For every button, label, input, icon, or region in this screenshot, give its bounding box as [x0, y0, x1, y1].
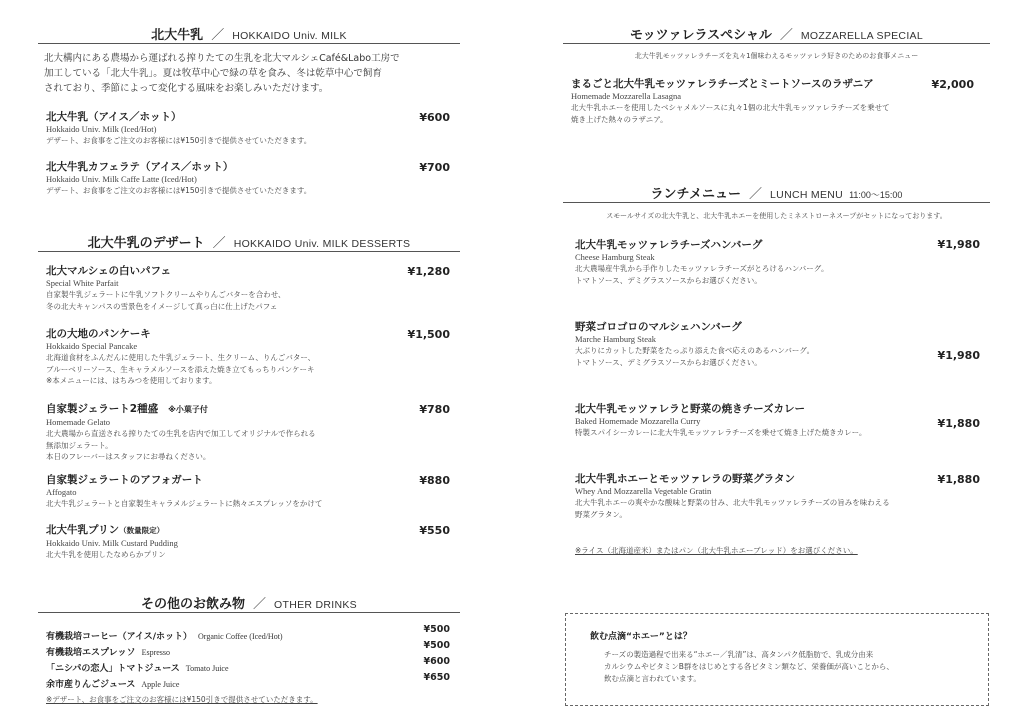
item-description: デザート、お食事をご注文のお客様には¥150引きで提供させていただきます。: [46, 186, 312, 195]
item-description: トマトソース、デミグラスソースからお選びください。: [575, 357, 762, 367]
drink-name-en: Apple Juice: [141, 680, 180, 689]
item-price: ¥700: [419, 161, 450, 174]
title-separator: ／: [749, 187, 763, 202]
drink-name-en: Espresso: [141, 648, 171, 657]
item-name: 北大牛乳カフェラテ（アイス／ホット）: [46, 161, 234, 173]
drink-price: ¥500: [423, 640, 450, 651]
item-description: 無添加ジェラート。: [46, 440, 113, 450]
whey-info-line: 飲む点滴と言われています。: [604, 674, 701, 683]
lunch-section-title-en: LUNCH MENU: [770, 189, 844, 201]
milk-intro: [44, 51, 458, 96]
drink-row-apple-juice: [46, 672, 450, 688]
drinks-footnote: ※デザート、お食事をご注文のお客様には¥150引きで提供させていただきます。: [46, 695, 318, 704]
milk-section-header: [38, 24, 460, 44]
menu-item-lasagna: [571, 77, 890, 125]
drink-name: 余市産りんごジュース: [46, 680, 136, 690]
item-name-en: Special White Parfait: [46, 278, 119, 288]
milk-intro-line: されており、季節によって変化する風味をお楽しみいただけます。: [44, 83, 329, 94]
item-name: [46, 523, 178, 538]
item-name-en: Hokkaido Special Pancake: [46, 341, 138, 351]
item-price: ¥1,500: [407, 328, 450, 341]
menu-item-gelato: [46, 402, 316, 463]
item-name: 北大牛乳モッツァレラと野菜の焼きチーズカレー: [575, 403, 806, 415]
item-name-en: Hokkaido Univ. Milk (Iced/Hot): [46, 124, 157, 134]
mozzarella-section-title-jp: モッツァレラスペシャル: [630, 28, 772, 43]
drink-name: 有機栽培コーヒー（アイス/ホット）: [46, 632, 193, 642]
drink-name-en: Organic Coffee (Iced/Hot): [198, 632, 283, 641]
item-note: （数量限定）: [119, 526, 165, 535]
item-name: 野菜ゴロゴロのマルシェハンバーグ: [575, 321, 742, 333]
drink-price: ¥650: [423, 672, 450, 683]
item-description: 北海道食材をふんだんに使用した牛乳ジェラート、生クリーム、りんごバター、: [46, 353, 316, 362]
item-description: トマトソース、デミグラスソースからお選びください。: [575, 275, 762, 285]
whey-info-box: [565, 613, 989, 706]
item-price: ¥1,280: [407, 265, 450, 278]
menu-item-affogato: [46, 473, 322, 510]
item-description: 自家製牛乳ジェラートに牛乳ソフトクリームやりんごバターを合わせ、: [46, 290, 286, 299]
lunch-section-title-jp: ランチメニュー: [650, 187, 742, 202]
item-name-en: Marche Hamburg Steak: [575, 334, 657, 344]
menu-item-cheese-hamburg: [575, 238, 829, 286]
item-name: 自家製ジェラートのアフォガート: [46, 474, 203, 486]
item-description: 北大牛乳ホエーの爽やかな酸味と野菜の甘み、北大牛乳モッツァレラチーズの旨みを味わえる: [575, 498, 890, 507]
lunch-section-header: [563, 183, 990, 203]
item-price: ¥1,880: [937, 417, 980, 430]
item-price: ¥780: [419, 403, 450, 416]
item-price: ¥1,980: [937, 238, 980, 251]
drink-row-espresso: [46, 640, 450, 656]
item-name-en: Homemade Gelato: [46, 417, 110, 427]
item-price: ¥1,980: [937, 349, 980, 362]
menu-item-marche-hamburg: [575, 320, 814, 368]
item-description: 特製スパイシーカレーに北大牛乳モッツァレラチーズを乗せて焼き上げた焼きカレー。: [575, 428, 867, 437]
item-description: ブルーベリーソース、生キャラメルソースを添えた焼き立てもっちりパンケーキ: [46, 364, 315, 374]
drink-name-en: Tomato Juice: [185, 664, 229, 673]
item-name-en: Baked Homemade Mozzarella Curry: [575, 416, 701, 426]
item-description: 冬の北大キャンパスの雪景色をイメージして真っ白に仕上げたパフェ: [46, 301, 278, 311]
milk-intro-line: 北大構内にある農場から運ばれる搾りたての生乳を北大マルシェCafé&Labo工房で: [44, 53, 400, 64]
drinks-section-title-en: OTHER DRINKS: [274, 599, 357, 611]
drink-price: ¥600: [423, 656, 450, 667]
menu-item-white-parfait: [46, 264, 285, 312]
mozzarella-section-header: [563, 24, 990, 44]
item-name: 北の大地のパンケーキ: [46, 328, 151, 340]
desserts-section-title-jp: 北大牛乳のデザート: [87, 236, 205, 251]
title-separator: ／: [212, 236, 226, 251]
lunch-hours: 11:00～15:00: [849, 190, 903, 200]
menu-item-cheese-curry: [575, 402, 866, 439]
item-price: ¥550: [419, 524, 450, 537]
item-name-en: Homemade Mozzarella Lasagna: [571, 91, 681, 101]
lunch-subtitle: スモールサイズの北大牛乳と、北大牛乳ホエーを使用したミネストローネスープがセットになっております。: [606, 212, 947, 220]
title-separator: ／: [211, 28, 225, 43]
drink-price: ¥500: [423, 624, 450, 635]
desserts-section-header: [38, 232, 460, 252]
mozzarella-subtitle: 北大牛乳モッツァレラチーズを丸々1個味わえるモッツァレラ好きのためのお食事メニュー: [634, 52, 919, 60]
item-description: 北大農場から直送される搾りたての生乳を店内で加工してオリジナルで作られる: [46, 429, 316, 438]
drink-name: 有機栽培エスプレッソ: [46, 648, 136, 658]
item-description: 焼き上げた熱々のラザニア。: [571, 114, 668, 124]
item-price: ¥1,880: [937, 473, 980, 486]
item-name: 北大マルシェの白いパフェ: [46, 265, 172, 277]
item-price: ¥2,000: [931, 78, 974, 91]
item-description: 大ぶりにカットした野菜をたっぷり添えた食べ応えのあるハンバーグ。: [575, 346, 815, 355]
drink-name: 「ニシパの恋人」トマトジュース: [46, 664, 180, 674]
item-name-en: Hokkaido Univ. Milk Caffe Latte (Iced/Hot): [46, 174, 197, 184]
whey-info-title: 飲む点滴“ホエー”とは？: [590, 632, 692, 642]
menu-item-vegetable-gratin: [575, 472, 890, 520]
item-price: ¥600: [419, 111, 450, 124]
milk-intro-line: 加工している「北大牛乳」。夏は牧草中心で緑の草を食み、冬は乾草中心で飼育: [44, 68, 382, 79]
item-note: ※小菓子付: [168, 405, 208, 414]
item-description: 北大牛乳ホエーを使用したベシャメルソースに丸々1個の北大牛乳モッツァレラチーズを乗せて: [571, 103, 890, 112]
item-name-text: 自家製ジェラート2種盛: [46, 403, 159, 415]
item-name: 北大牛乳モッツァレラチーズハンバーグ: [575, 239, 763, 251]
milk-section-title-en: HOKKAIDO Univ. MILK: [232, 30, 347, 42]
drinks-section-header: [38, 593, 460, 613]
item-description: 北大牛乳を使用したなめらかプリン: [46, 550, 166, 559]
whey-info-body: [604, 649, 894, 685]
item-name-en: Whey And Mozzarella Vegetable Gratin: [575, 486, 712, 496]
desserts-section-title-en: HOKKAIDO Univ. MILK DESSERTS: [233, 238, 411, 250]
whey-info-line: チーズの製造過程で出来る“ホエー／乳清”は、高タンパク低脂肪で、乳成分由来: [604, 650, 874, 659]
item-name: まるごと北大牛乳モッツァレラチーズとミートソースのラザニア: [571, 78, 874, 90]
item-description: ※本メニューには、はちみつを使用しております。: [46, 376, 217, 385]
item-name-en: Affogato: [46, 487, 77, 497]
whey-info-line: カルシウムやビタミンB群をはじめとする各ビタミン類など、栄養価が高いことから、: [604, 662, 894, 671]
menu-item-milk: [46, 110, 311, 147]
item-name-text: 北大牛乳プリン: [46, 524, 120, 536]
item-description: 本日のフレーバーはスタッフにお尋ねください。: [46, 452, 211, 461]
drink-row-coffee: [46, 624, 450, 640]
lunch-footnote: ※ライス（北海道産米）またはパン（北大牛乳ホエーブレッド）をお選びください。: [575, 546, 858, 555]
item-name: [46, 402, 316, 417]
item-description: 北大農場産牛乳から手作りしたモッツァレラチーズがとろけるハンバーグ。: [575, 264, 829, 273]
item-description: 野菜グラタン。: [575, 509, 627, 519]
title-separator: ／: [779, 28, 793, 43]
drink-row-tomato-juice: [46, 656, 450, 672]
item-name-en: Hokkaido Univ. Milk Custard Pudding: [46, 538, 178, 548]
item-name: 北大牛乳（アイス／ホット）: [46, 111, 182, 123]
drinks-section-title-jp: その他のお飲み物: [141, 597, 246, 612]
menu-item-milk-latte: [46, 160, 311, 197]
item-description: デザート、お食事をご注文のお客様には¥150引きで提供させていただきます。: [46, 136, 312, 145]
menu-item-pudding: [46, 523, 178, 561]
item-price: ¥880: [419, 474, 450, 487]
title-separator: ／: [253, 597, 267, 612]
mozzarella-section-title-en: MOZZARELLA SPECIAL: [800, 30, 923, 42]
item-name-en: Cheese Hamburg Steak: [575, 252, 655, 262]
menu-item-pancake: [46, 327, 315, 387]
item-description: 北大牛乳ジェラートと自家製生キャラメルジェラートに熱々エスプレッソをかけて: [46, 499, 323, 508]
item-name: 北大牛乳ホエーとモッツァレラの野菜グラタン: [575, 473, 795, 485]
milk-section-title-jp: 北大牛乳: [151, 28, 204, 43]
